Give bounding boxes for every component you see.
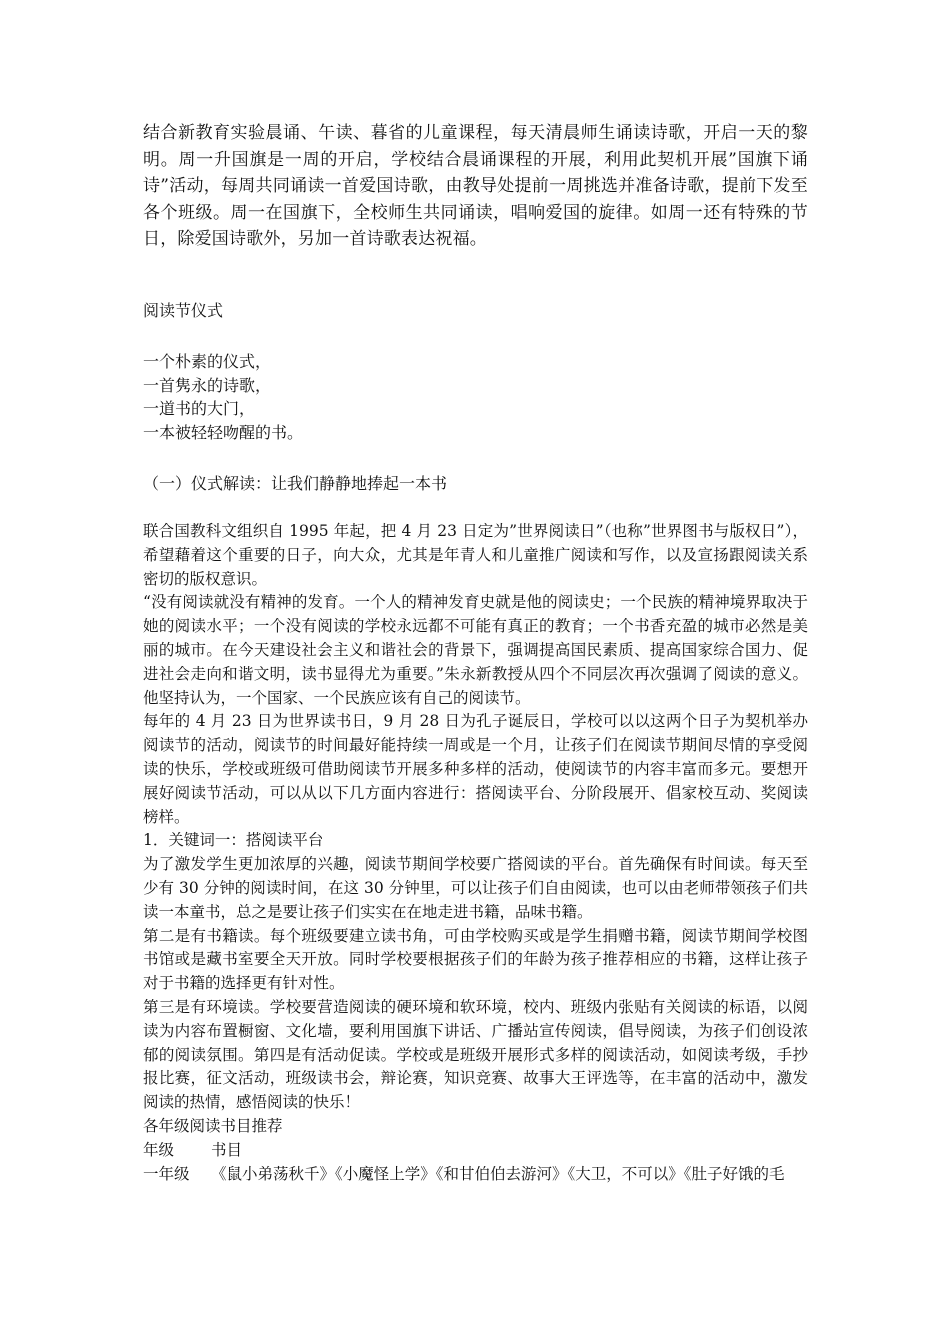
books-cell: 《鼠小弟荡秋千》《小魔怪上学》《和甘伯伯去游河》《大卫，不可以》《肚子好饿的毛 [211,1164,785,1183]
paragraph-quote: “没有阅读就没有精神的发育。一个人的精神发育史就是他的阅读史；一个民族的精神境界取决于她的阅读水平；一个没有阅读的学校永远都不可能有真正的教育；一个书香充盈的城市必然是美丽的城市。在今天建设社会主义和谐社会的背景下，强调提高国民素质、提高国家综合国力、促进社会走向和谐文明，读书显得尤为重要。”朱永新教授从四个不同层次再次强调了阅读的意义。他坚持认为，一个国家、一个民族应该有自己的阅读节。 [143,593,808,707]
grade-table-row [143,1163,808,1187]
poem-line: 一道书的大门， [143,399,256,418]
grade-table-header [143,1139,808,1163]
subsection-title: （一）仪式解读：让我们静静地捧起一本书 [143,474,448,493]
poem-line: 一首隽永的诗歌， [143,375,272,395]
paragraph-time-to-read: 为了激发学生更加浓厚的兴趣，阅读节期间学校要广搭阅读的平台。首先确保有时间读。每天至少有 30 分钟的阅读时间，在这 30 分钟里，可以让孩子们自由阅读，也可以由老师带领孩子们共读一本童书，总之是要让孩子们实实在在地走进书籍，品味书籍。 [143,855,808,921]
paragraph-books-to-read: 第二是有书籍读。每个班级要建立读书角，可由学校购买或是学生捐赠书籍，阅读节期间学校图书馆或是藏书室要全天开放。同时学校要根据孩子们的年龄为孩子推荐相应的书籍，这样让孩子对于书籍的选择更有针对性。 [143,926,808,993]
grade-column-header: 年级 [143,1140,175,1159]
body-text [143,520,808,1186]
keyword-heading: 1．关键词一：搭阅读平台 [143,831,324,850]
books-column-header: 书目 [211,1140,243,1159]
poem [143,350,303,444]
poem-line: 一个朴素的仪式， [143,352,272,371]
paragraph-reading-festival: 每年的 4 月 23 日为世界读书日，9 月 28 日为孔子诞辰日，学校可以以这两个日子为契机举办阅读节的活动，阅读节的时间最好能持续一周或是一个月，让孩子们在阅读节期间尽情的享受阅读的快乐，学校或班级可借助阅读节开展多种多样的活动，使阅读节的内容丰富而多元。要想开展好阅读节活动，可以从以下几方面内容进行：搭阅读平台、分阶段展开、倡家校互动、奖阅读榜样。 [143,712,808,826]
paragraph-world-reading-day: 联合国教科文组织自 1995 年起，把 4 月 23 日定为”世界阅读日”（也称”世界图书与版权日”），希望藉着这个重要的日子，向大众，尤其是年青人和儿童推广阅读和写作，以及宣扬跟阅读关系密切的版权意识。 [143,522,808,588]
booklist-heading: 各年级阅读书目推荐 [143,1116,283,1135]
grade-cell: 一年级 [143,1164,190,1183]
section-title: 阅读节仪式 [143,301,224,320]
poem-line: 一本被轻轻吻醒的书。 [143,422,304,442]
intro-paragraph: 结合新教育实验晨诵、午读、暮省的儿童课程，每天清晨师生诵读诗歌，开启一天的黎明。周一升国旗是一周的开启，学校结合晨诵课程的开展，利用此契机开展”国旗下诵诗”活动，每周共同诵读一首爱国诗歌，由教导处提前一周挑选并准备诗歌，提前下发至各个班级。周一在国旗下，全校师生共同诵读，唱响爱国的旋律。如周一还有特殊的节日，除爱国诗歌外，另加一首诗歌表达祝福。 [143,123,808,249]
paragraph-environment: 第三是有环境读。学校要营造阅读的硬环境和软环境，校内、班级内张贴有关阅读的标语，以阅读为内容布置橱窗、文化墙，要利用国旗下讲话、广播站宣传阅读，倡导阅读，为孩子们创设浓郁的阅读氛围。第四是有活动促读。学校或是班级开展形式多样的阅读活动，如阅读考级，手抄报比赛，征文活动，班级读书会，辩论赛，知识竞赛、故事大王评选等，在丰富的活动中，激发阅读的热情，感悟阅读的快乐！ [143,997,808,1112]
